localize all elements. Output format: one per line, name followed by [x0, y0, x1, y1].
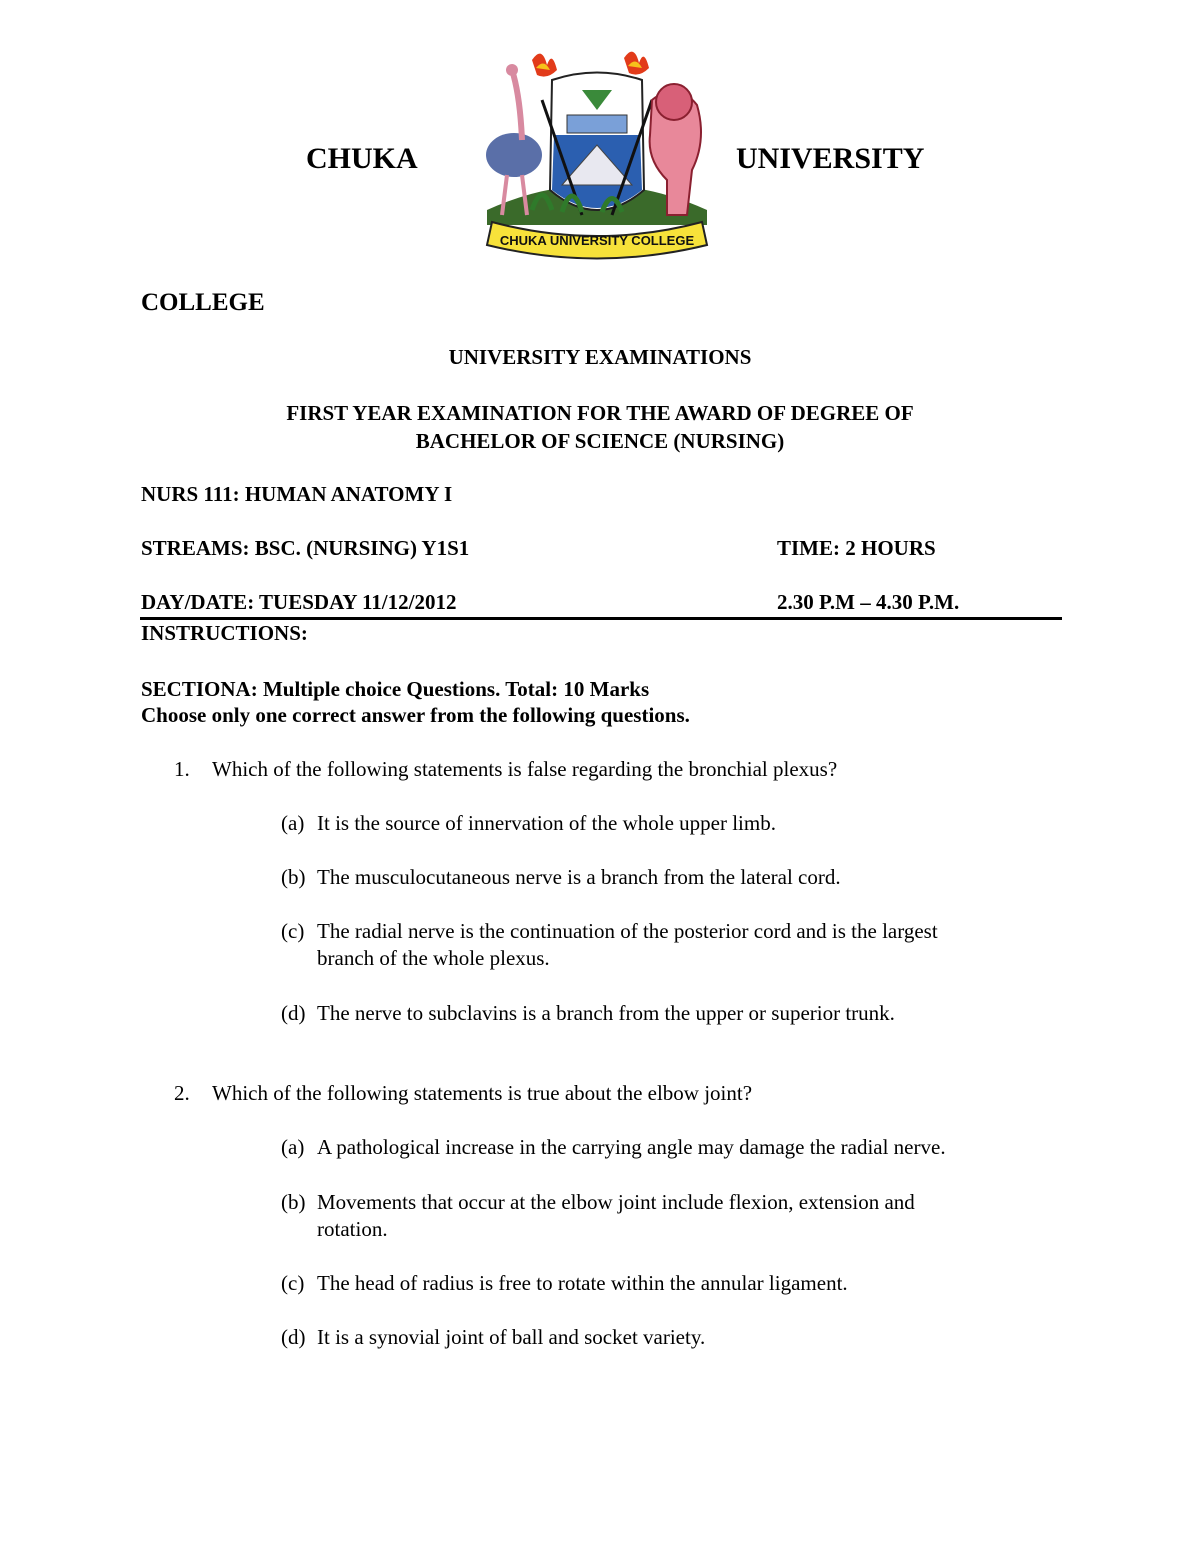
q1-option-b-label: (b): [281, 865, 306, 889]
q2-option-b-text-line-2: rotation.: [317, 1217, 388, 1241]
crest-banner-text: CHUKA UNIVERSITY COLLEGE: [499, 233, 695, 248]
question-1-text: Which of the following statements is false regarding the bronchial plexus?: [212, 757, 838, 781]
q1-option-d-text: The nerve to subclavins is a branch from the upper or superior trunk.: [317, 1001, 895, 1025]
q2-option-c-text: The head of radius is free to rotate within the annular ligament.: [317, 1271, 848, 1295]
streams: STREAMS: BSC. (NURSING) Y1S1: [141, 536, 470, 560]
question-2-text: Which of the following statements is true about the elbow joint?: [212, 1081, 753, 1105]
exam-hours: 2.30 P.M – 4.30 P.M.: [777, 590, 960, 614]
divider-rule: [140, 617, 1062, 620]
day-date: DAY/DATE: TUESDAY 11/12/2012: [141, 590, 457, 614]
exam-time: TIME: 2 HOURS: [777, 536, 936, 560]
question-1-number: 1.: [174, 757, 190, 781]
q1-option-d-label: (d): [281, 1001, 306, 1025]
university-crest-logo: [462, 40, 732, 262]
q2-option-c-label: (c): [281, 1271, 305, 1295]
instructions-heading: INSTRUCTIONS:: [141, 621, 308, 645]
header-college: COLLEGE: [141, 289, 265, 316]
q2-option-a-text: A pathological increase in the carrying angle may damage the radial nerve.: [317, 1135, 946, 1159]
q1-option-a-label: (a): [281, 811, 305, 835]
course-code: NURS 111: HUMAN ANATOMY I: [141, 482, 453, 506]
question-2-number: 2.: [174, 1081, 190, 1105]
section-title: SECTIONA: Multiple choice Questions. Total: 10 Marks: [141, 677, 650, 701]
q2-option-d-text: It is a synovial joint of ball and socket variety.: [317, 1325, 706, 1349]
q1-option-c-label: (c): [281, 919, 305, 943]
q2-option-d-label: (d): [281, 1325, 306, 1349]
header-chuka: CHUKA: [306, 142, 418, 175]
q1-option-c-text-line-1: The radial nerve is the continuation of the posterior cord and is the largest: [317, 919, 938, 943]
q1-option-a-text: It is the source of innervation of the whole upper limb.: [317, 811, 776, 835]
award-line-1: FIRST YEAR EXAMINATION FOR THE AWARD OF DEGREE OF: [286, 401, 914, 425]
award-line-2: BACHELOR OF SCIENCE (NURSING): [415, 429, 785, 453]
exam-title: UNIVERSITY EXAMINATIONS: [448, 345, 752, 369]
q1-option-c-text-line-2: branch of the whole plexus.: [317, 946, 550, 970]
q1-option-b-text: The musculocutaneous nerve is a branch from the lateral cord.: [317, 865, 841, 889]
header-university: UNIVERSITY: [736, 142, 925, 175]
q2-option-b-text-line-1: Movements that occur at the elbow joint include flexion, extension and: [317, 1190, 915, 1214]
q2-option-a-label: (a): [281, 1135, 305, 1159]
q2-option-b-label: (b): [281, 1190, 306, 1214]
section-note: Choose only one correct answer from the following questions.: [141, 703, 690, 727]
